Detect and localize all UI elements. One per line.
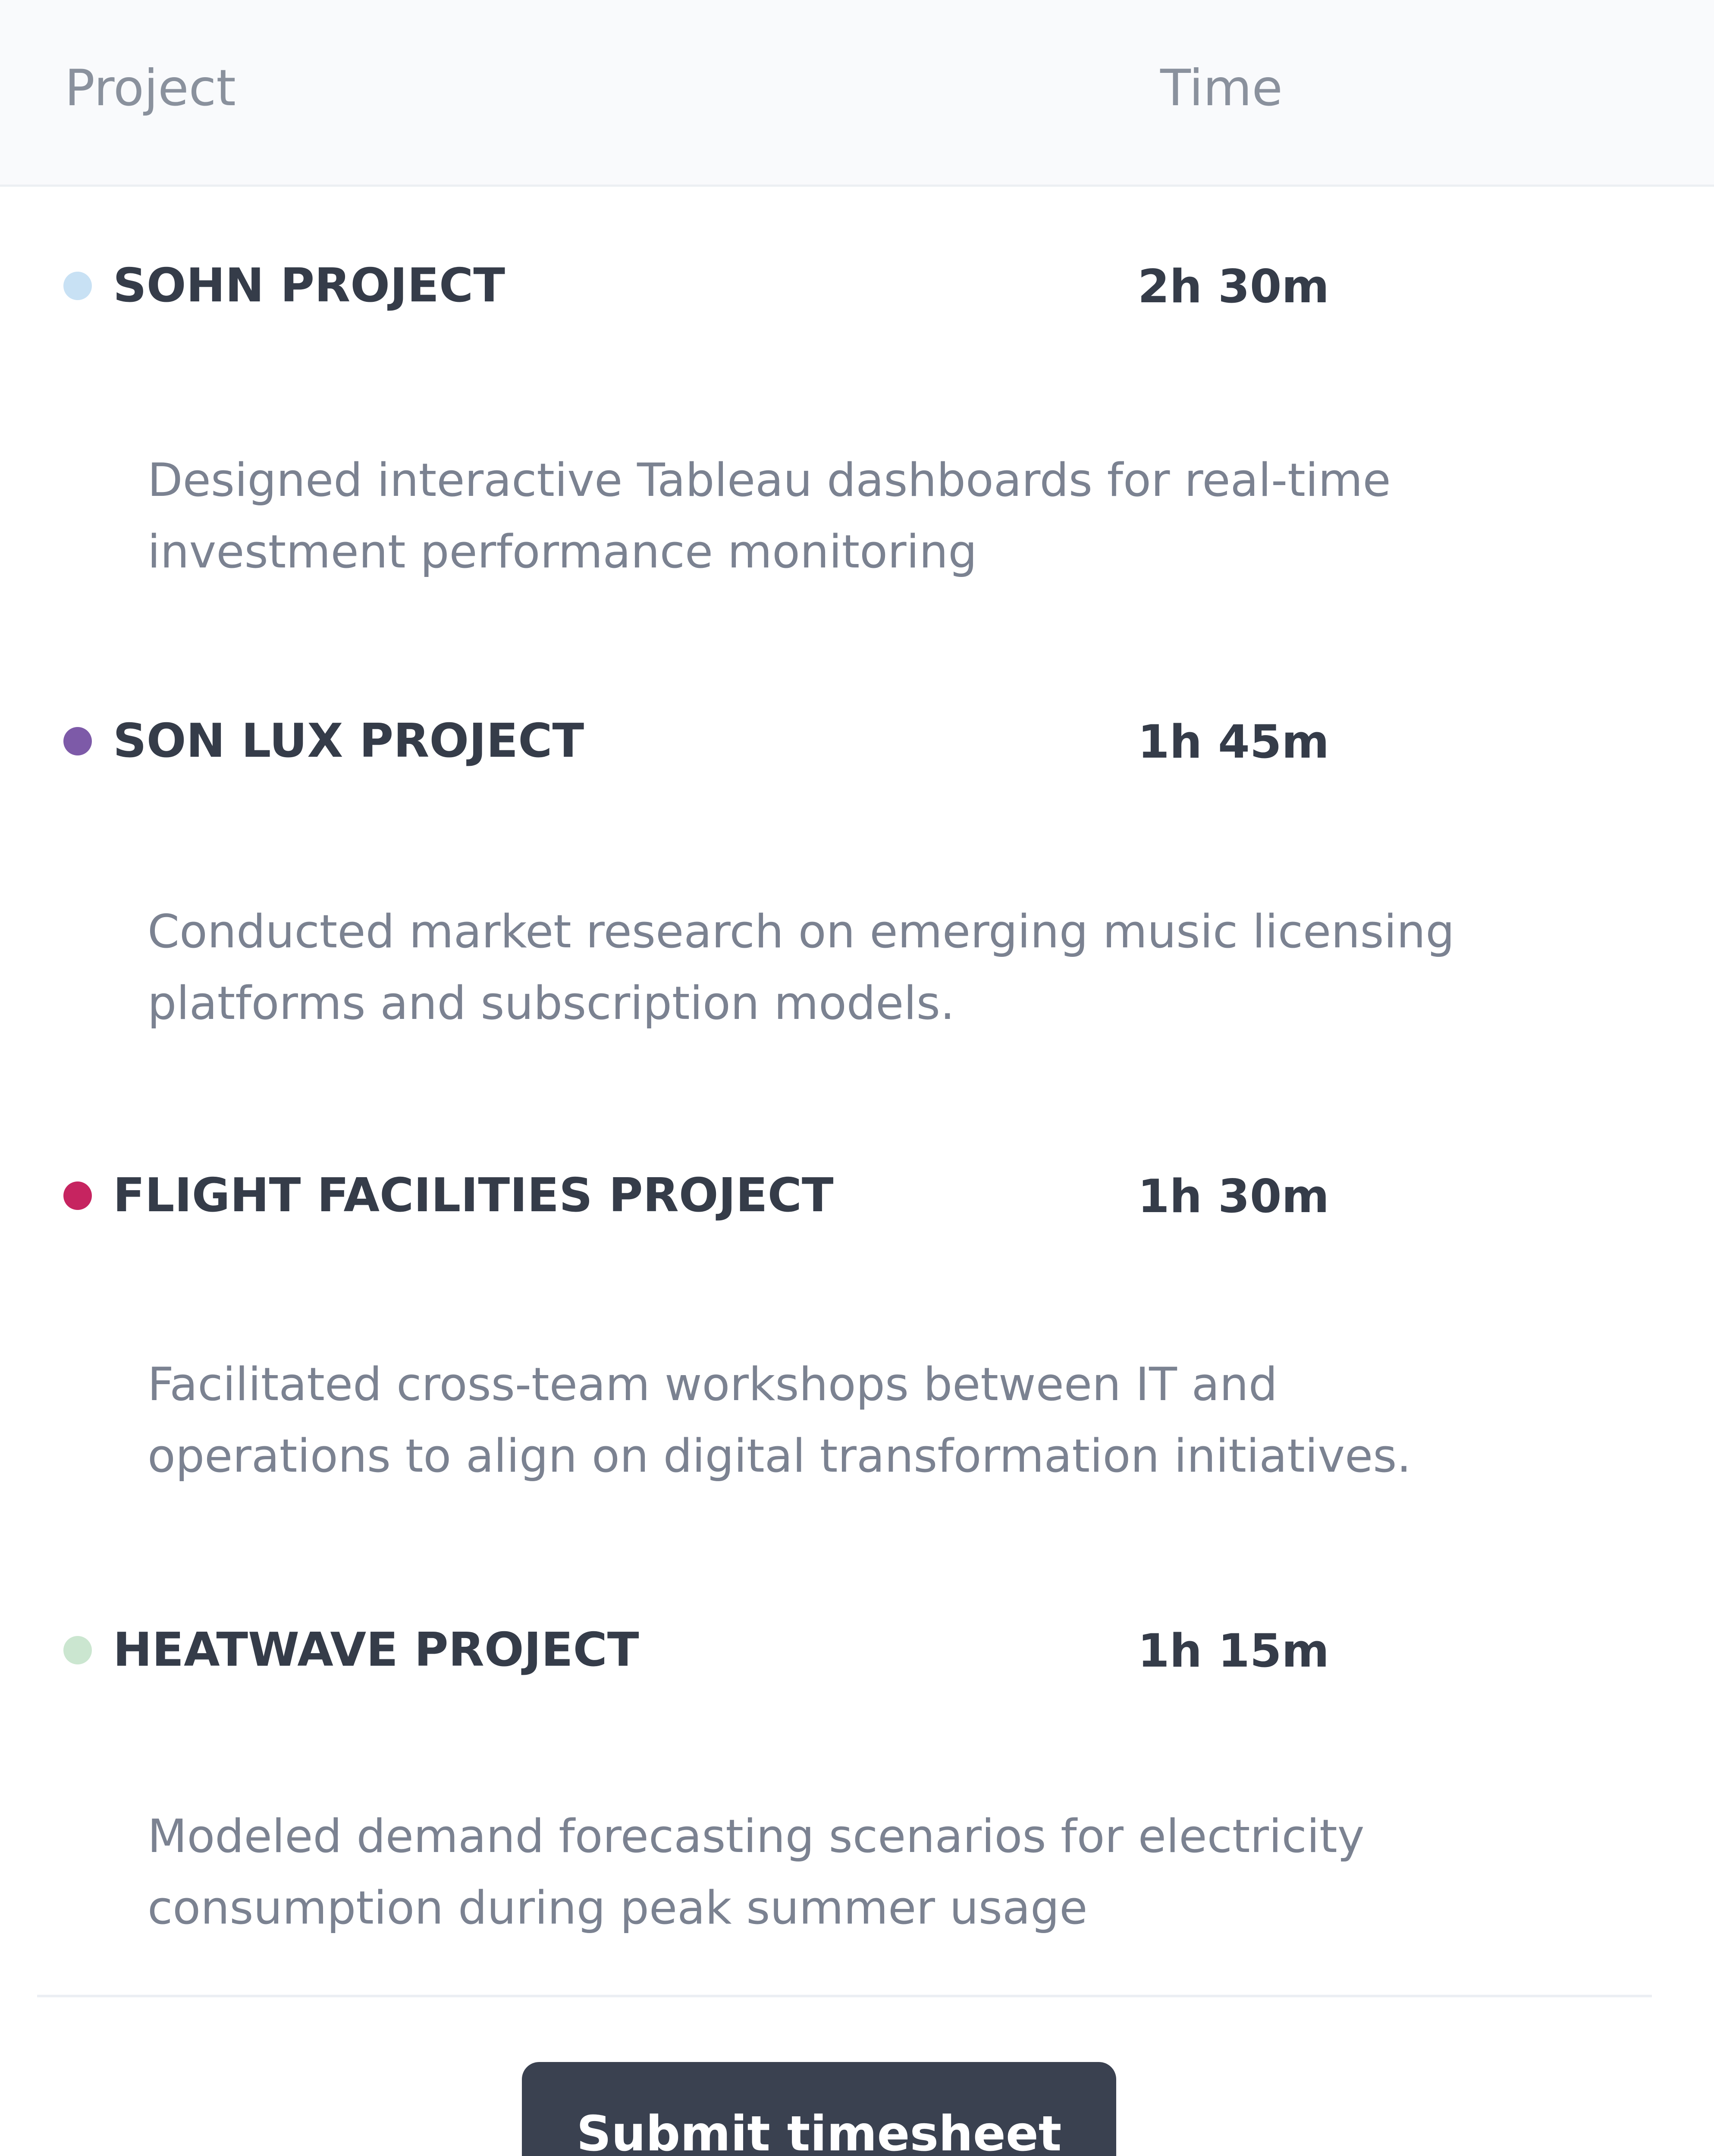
entry-description: Modeled demand forecasting scenarios for electricity consumption during peak summer usage	[148, 1810, 1365, 1934]
project-name: HEATWAVE PROJECT	[113, 1623, 639, 1677]
submit-timesheet-button[interactable]: Submit timesheet	[522, 2062, 1116, 2156]
time-spent: 1h 15m	[1137, 1624, 1329, 1677]
time-spent: 1h 30m	[1137, 1170, 1329, 1223]
project-color-dot	[63, 1636, 92, 1664]
project-color-dot	[63, 1181, 92, 1210]
time-spent: 1h 45m	[1137, 715, 1329, 768]
project-name: FLIGHT FACILITIES PROJECT	[113, 1169, 834, 1222]
entry-description: Conducted market research on emerging music licensing platforms and subscription models.	[148, 905, 1455, 1030]
time-spent: 2h 30m	[1137, 260, 1329, 313]
project-column-header: Project	[65, 59, 236, 117]
project-name: SOHN PROJECT	[113, 259, 505, 313]
footer-divider	[37, 1995, 1652, 1997]
time-column-header: Time	[1160, 59, 1283, 117]
entry-description: Facilitated cross-team workshops between IT and operations to align on digital transformation initiatives.	[148, 1358, 1412, 1482]
project-color-dot	[63, 727, 92, 755]
entry-description: Designed interactive Tableau dashboards for real-time investment performance monitoring	[148, 454, 1391, 578]
project-name: SON LUX PROJECT	[113, 714, 584, 768]
